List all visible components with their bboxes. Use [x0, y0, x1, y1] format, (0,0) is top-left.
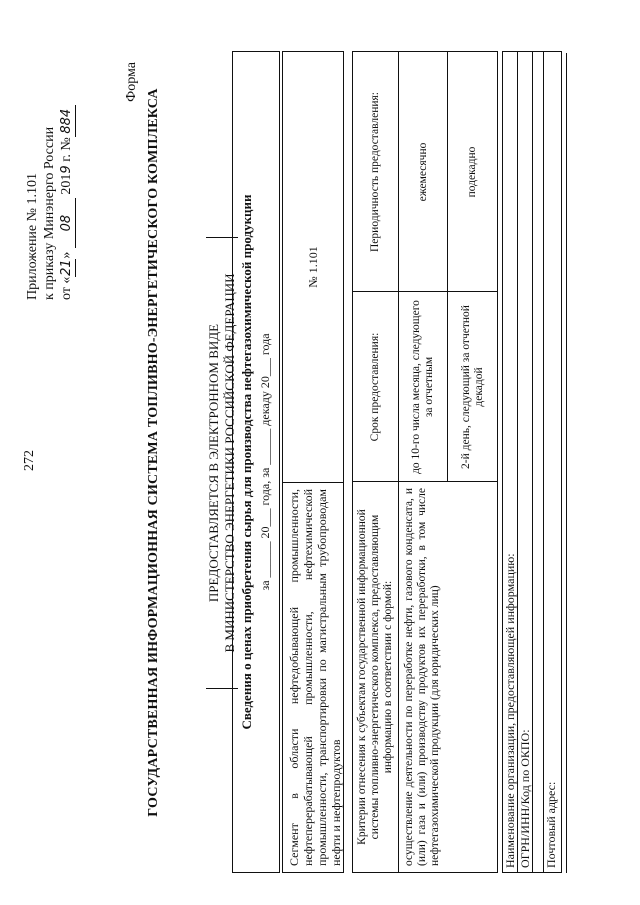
- date-mid: »: [59, 251, 74, 259]
- appendix-date-line: [58, 50, 76, 300]
- periodicity-decade: подекадно: [466, 146, 478, 198]
- periodicity-monthly: ежемесячно: [399, 52, 448, 292]
- periodicity-header: Периодичность предоставления:: [353, 52, 399, 292]
- date-year-suffix: г. №: [59, 137, 74, 166]
- criteria-column: [353, 481, 497, 872]
- report-title: Сведения о ценах приобретения сырья для производства нефтегазохимической продукции: [239, 194, 254, 730]
- page-number: 272: [22, 450, 37, 471]
- appendix-header: [24, 50, 76, 300]
- form-number: № 1.101: [305, 246, 320, 288]
- submission-line-2: В МИНИСТЕРСТВО ЭНЕРГЕТИКИ РОССИЙСКОЙ ФЕДЕРАЦИИ: [222, 273, 237, 653]
- segment-table: [282, 51, 344, 873]
- date-year-digit: 9: [59, 165, 74, 174]
- periodicity-column: [353, 52, 497, 292]
- main-title: ГОСУДАРСТВЕННАЯ ИНФОРМАЦИОННАЯ СИСТЕМА ТОПЛИВНО-ЭНЕРГЕТИЧЕСКОГО КОМПЛЕКСА: [146, 88, 161, 817]
- date-month: 08: [58, 198, 76, 248]
- form-label: Форма: [124, 62, 139, 102]
- appendix-line-1: Приложение № 1.101: [25, 173, 40, 300]
- submission-line-1: ПРЕДОСТАВЛЯЕТСЯ В ЭЛЕКТРОННОМ ВИДЕ: [206, 323, 221, 603]
- deadline-decade: 2-й день, следующий за отчетной декадой: [459, 305, 485, 469]
- bottom-rule: [566, 53, 567, 873]
- report-period: за ______ 20___ года, за ______ декаду 20___ года: [258, 333, 272, 591]
- date-day: 21: [59, 259, 74, 276]
- deadline-monthly: до 10-го числа месяца, следующего за отчетным: [399, 292, 448, 482]
- deadline-column: [353, 291, 497, 482]
- criteria-header: Критерии отнесения к субъектам государственной информационной системы топливно-энергетического комплекса, предоставляющим информацию в соответствии с формой:: [353, 482, 399, 872]
- date-year-prefix: 201: [59, 173, 74, 195]
- criteria-table: [352, 51, 498, 873]
- order-number: 884: [58, 105, 76, 137]
- date-prefix: от «: [59, 276, 74, 300]
- org-blank-row: [533, 52, 544, 872]
- segment-description: Сегмент в области нефтедобывающей промышленности, нефтеперерабатывающей промышленности, нефтехимической промышленности, транспортировки по магистральным трубопроводам нефти и нефтепродуктов: [283, 482, 343, 872]
- org-address-row: Почтовый адрес:: [544, 781, 558, 868]
- report-title-box: [232, 51, 280, 873]
- org-name-row: Наименование организации, предоставляющей информацию:: [503, 52, 518, 872]
- org-codes-row: ОГРН/ИНН/Код по ОКПО:: [518, 52, 533, 872]
- organization-info-table: [502, 51, 562, 873]
- appendix-line-2: к приказу Минэнерго России: [42, 126, 57, 300]
- criteria-text: осуществление деятельности по переработке нефти, газового конденсата, и (или) газа и (или) производству продуктов их переработки, в том числе нефтегазохимической продукции (для юридических лиц): [403, 488, 441, 866]
- deadline-header: Срок предоставления:: [353, 292, 399, 482]
